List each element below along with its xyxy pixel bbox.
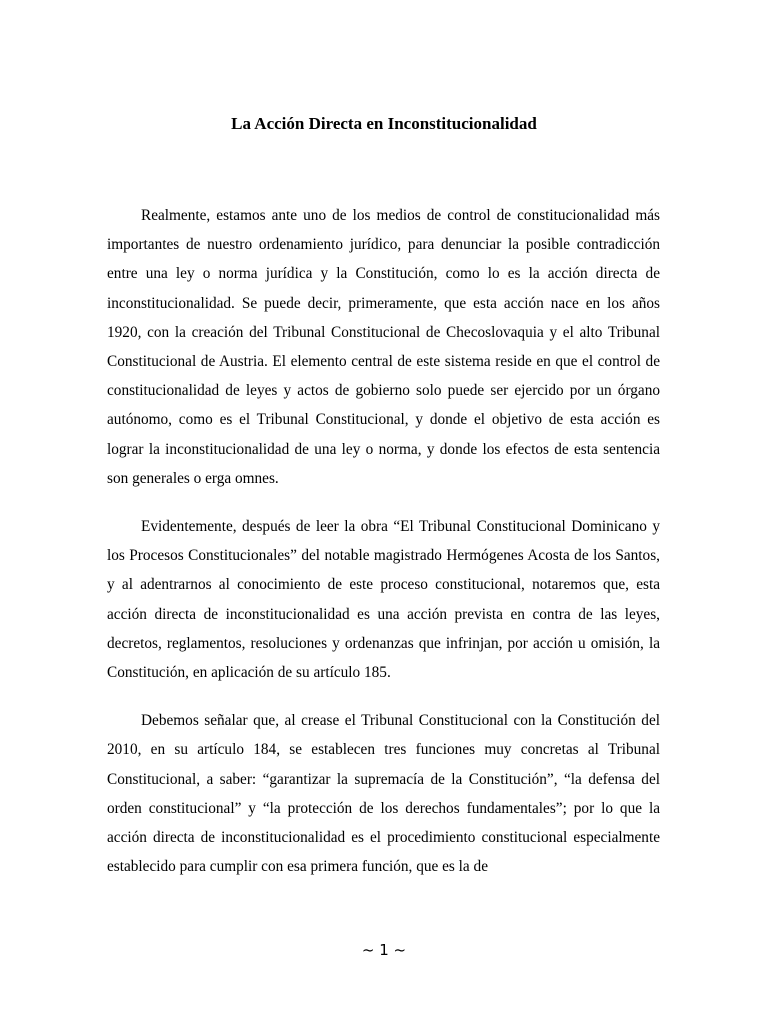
document-title: La Acción Directa en Inconstitucionalidad — [231, 114, 537, 133]
document-body — [107, 201, 660, 900]
page-number: ~ 1 ~ — [361, 941, 407, 959]
paragraph-3: Debemos señalar que, al crease el Tribunal Constitucional con la Constitución del 2010, en su artículo 184, se establecen tres funciones muy concretas al Tribunal Constitucional, a saber: “garantizar la supremacía de la Constitución”, “la defensa del orden constitucional” y “la protección de los derechos fundamentales”; por lo que la acción directa de inconstitucionalidad es el procedimiento constitucional especialmente establecido para cumplir con esa primera función, que es la de — [107, 712, 660, 876]
paragraph-2: Evidentemente, después de leer la obra “El Tribunal Constitucional Dominicano y los Procesos Constitucionales” del notable magistrado Hermógenes Acosta de los Santos, y al adentrarnos al conocimiento de este proceso constitucional, notaremos que, esta acción directa de inconstitucionalidad es una acción prevista en contra de las leyes, decretos, reglamentos, resoluciones y ordenanzas que infrinjan, por acción u omisión, la Constitución, en aplicación de su artículo 185. — [107, 518, 660, 682]
paragraph-1: Realmente, estamos ante uno de los medios de control de constitucionalidad más importantes de nuestro ordenamiento jurídico, para denunciar la posible contradicción entre una ley o norma jurídica y la Constitución, como lo es la acción directa de inconstitucionalidad. Se puede decir, primeramente, que esta acción nace en los años 1920, con la creación del Tribunal Constitucional de Checoslovaquia y el alto Tribunal Constitucional de Austria. El elemento central de este sistema reside en que el control de constitucionalidad de leyes y actos de gobierno solo puede ser ejercido por un órgano autónomo, como es el Tribunal Constitucional, y donde el objetivo de esta acción es lograr la inconstitucionalidad de una ley o norma, y donde los efectos de esta sentencia son generales o erga omnes. — [107, 207, 660, 487]
